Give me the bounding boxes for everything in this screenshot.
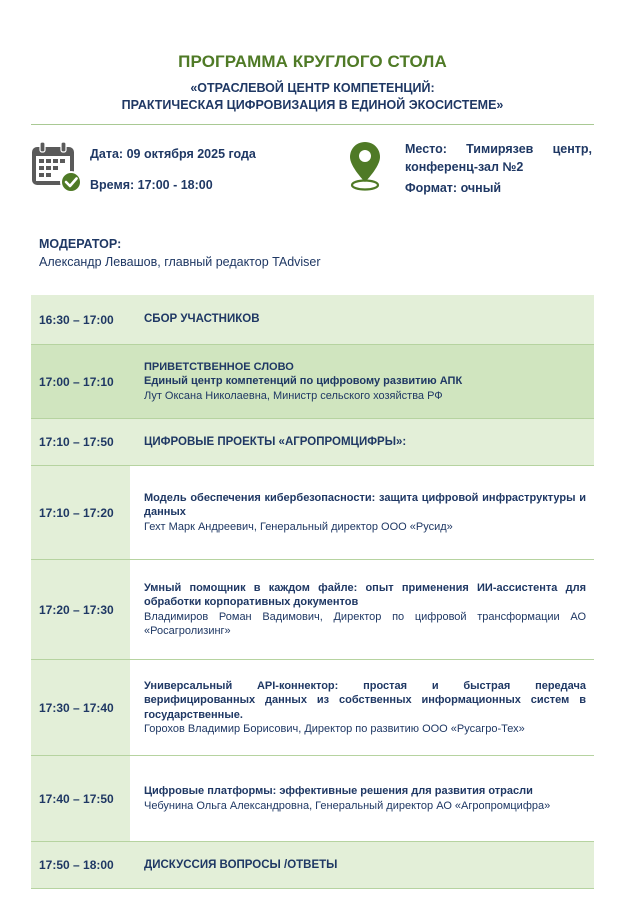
row-speaker: Гехт Марк Андреевич, Генеральный директор ООО «Русид» [144, 520, 453, 533]
schedule-row [31, 295, 594, 345]
event-format: Формат: очный [405, 181, 502, 195]
event-time: Время: 17:00 - 18:00 [90, 178, 213, 192]
row-content [130, 295, 594, 344]
row-content [130, 466, 594, 559]
row-speaker: Владимиров Роман Вадимович, Директор по цифровой трансформации АО «Росагролизинг» [144, 610, 586, 637]
row-subtitle: Единый центр компетенций по цифровому развитию АПК [144, 375, 463, 388]
moderator-label: МОДЕРАТОР: [39, 237, 122, 251]
row-time: 17:10 – 17:20 [31, 466, 130, 559]
moderator-name: Александр Левашов, главный редактор TAdviser [39, 255, 321, 269]
event-date: Дата: 09 октября 2025 года [90, 147, 256, 161]
schedule-row [31, 560, 594, 660]
schedule-row [31, 756, 594, 842]
event-place: Место: Тимирязев центр, конференц-зал №2 [405, 142, 592, 174]
schedule-row [31, 419, 594, 466]
row-title: ПРИВЕТСТВЕННОЕ СЛОВО [144, 361, 294, 374]
row-speaker: Горохов Владимир Борисович, Директор по развитию ООО «Русагро-Тех» [144, 722, 525, 735]
row-speaker: Лут Оксана Николаевна, Министр сельского хозяйства РФ [144, 389, 443, 402]
row-title: ЦИФРОВЫЕ ПРОЕКТЫ «АГРОПРОМЦИФРЫ»: [144, 435, 407, 448]
page-title: ПРОГРАММА КРУГЛОГО СТОЛА [178, 52, 447, 71]
row-title: Цифровые платформы: эффективные решения для развития отрасли [144, 785, 533, 798]
row-time: 17:10 – 17:50 [39, 435, 114, 449]
schedule-row [31, 466, 594, 560]
row-time: 17:20 – 17:30 [31, 560, 130, 659]
subtitle-line-1: «ОТРАСЛЕВОЙ ЦЕНТР КОМПЕТЕНЦИЙ: [190, 81, 435, 95]
row-time: 17:30 – 17:40 [31, 660, 130, 755]
calendar-check-icon [30, 141, 82, 193]
location-pin-icon [348, 140, 382, 192]
row-time: 17:40 – 17:50 [31, 756, 130, 841]
row-speaker: Чебунина Ольга Александровна, Генеральный директор АО «Агропромцифра» [144, 799, 551, 812]
row-content [130, 660, 594, 755]
schedule-row [31, 345, 594, 419]
schedule-row [31, 842, 594, 889]
row-content [130, 419, 594, 465]
row-title: ДИСКУССИЯ ВОПРОСЫ /ОТВЕТЫ [144, 858, 338, 871]
row-content [130, 756, 594, 841]
row-time: 17:50 – 18:00 [39, 858, 114, 872]
row-content [130, 560, 594, 659]
row-title: СБОР УЧАСТНИКОВ [144, 313, 260, 326]
schedule-row [31, 660, 594, 756]
row-time: 16:30 – 17:00 [39, 312, 114, 327]
row-title: Универсальный API-коннектор: простая и быстрая передача верифицированных данных из собственных информационных систем в государственные. [144, 680, 586, 721]
header-divider [31, 124, 594, 125]
row-time: 17:00 – 17:10 [31, 345, 130, 418]
row-title: Умный помощник в каждом файле: опыт применения ИИ-ассистента для обработки корпоративных документов [144, 582, 586, 609]
row-title: Модель обеспечения кибербезопасности: защита цифровой инфраструктуры и данных [144, 492, 586, 519]
subtitle-line-2: ПРАКТИЧЕСКАЯ ЦИФРОВИЗАЦИЯ В ЕДИНОЙ ЭКОСИСТЕМЕ» [121, 98, 504, 112]
row-content [130, 345, 594, 418]
row-content [130, 842, 594, 888]
